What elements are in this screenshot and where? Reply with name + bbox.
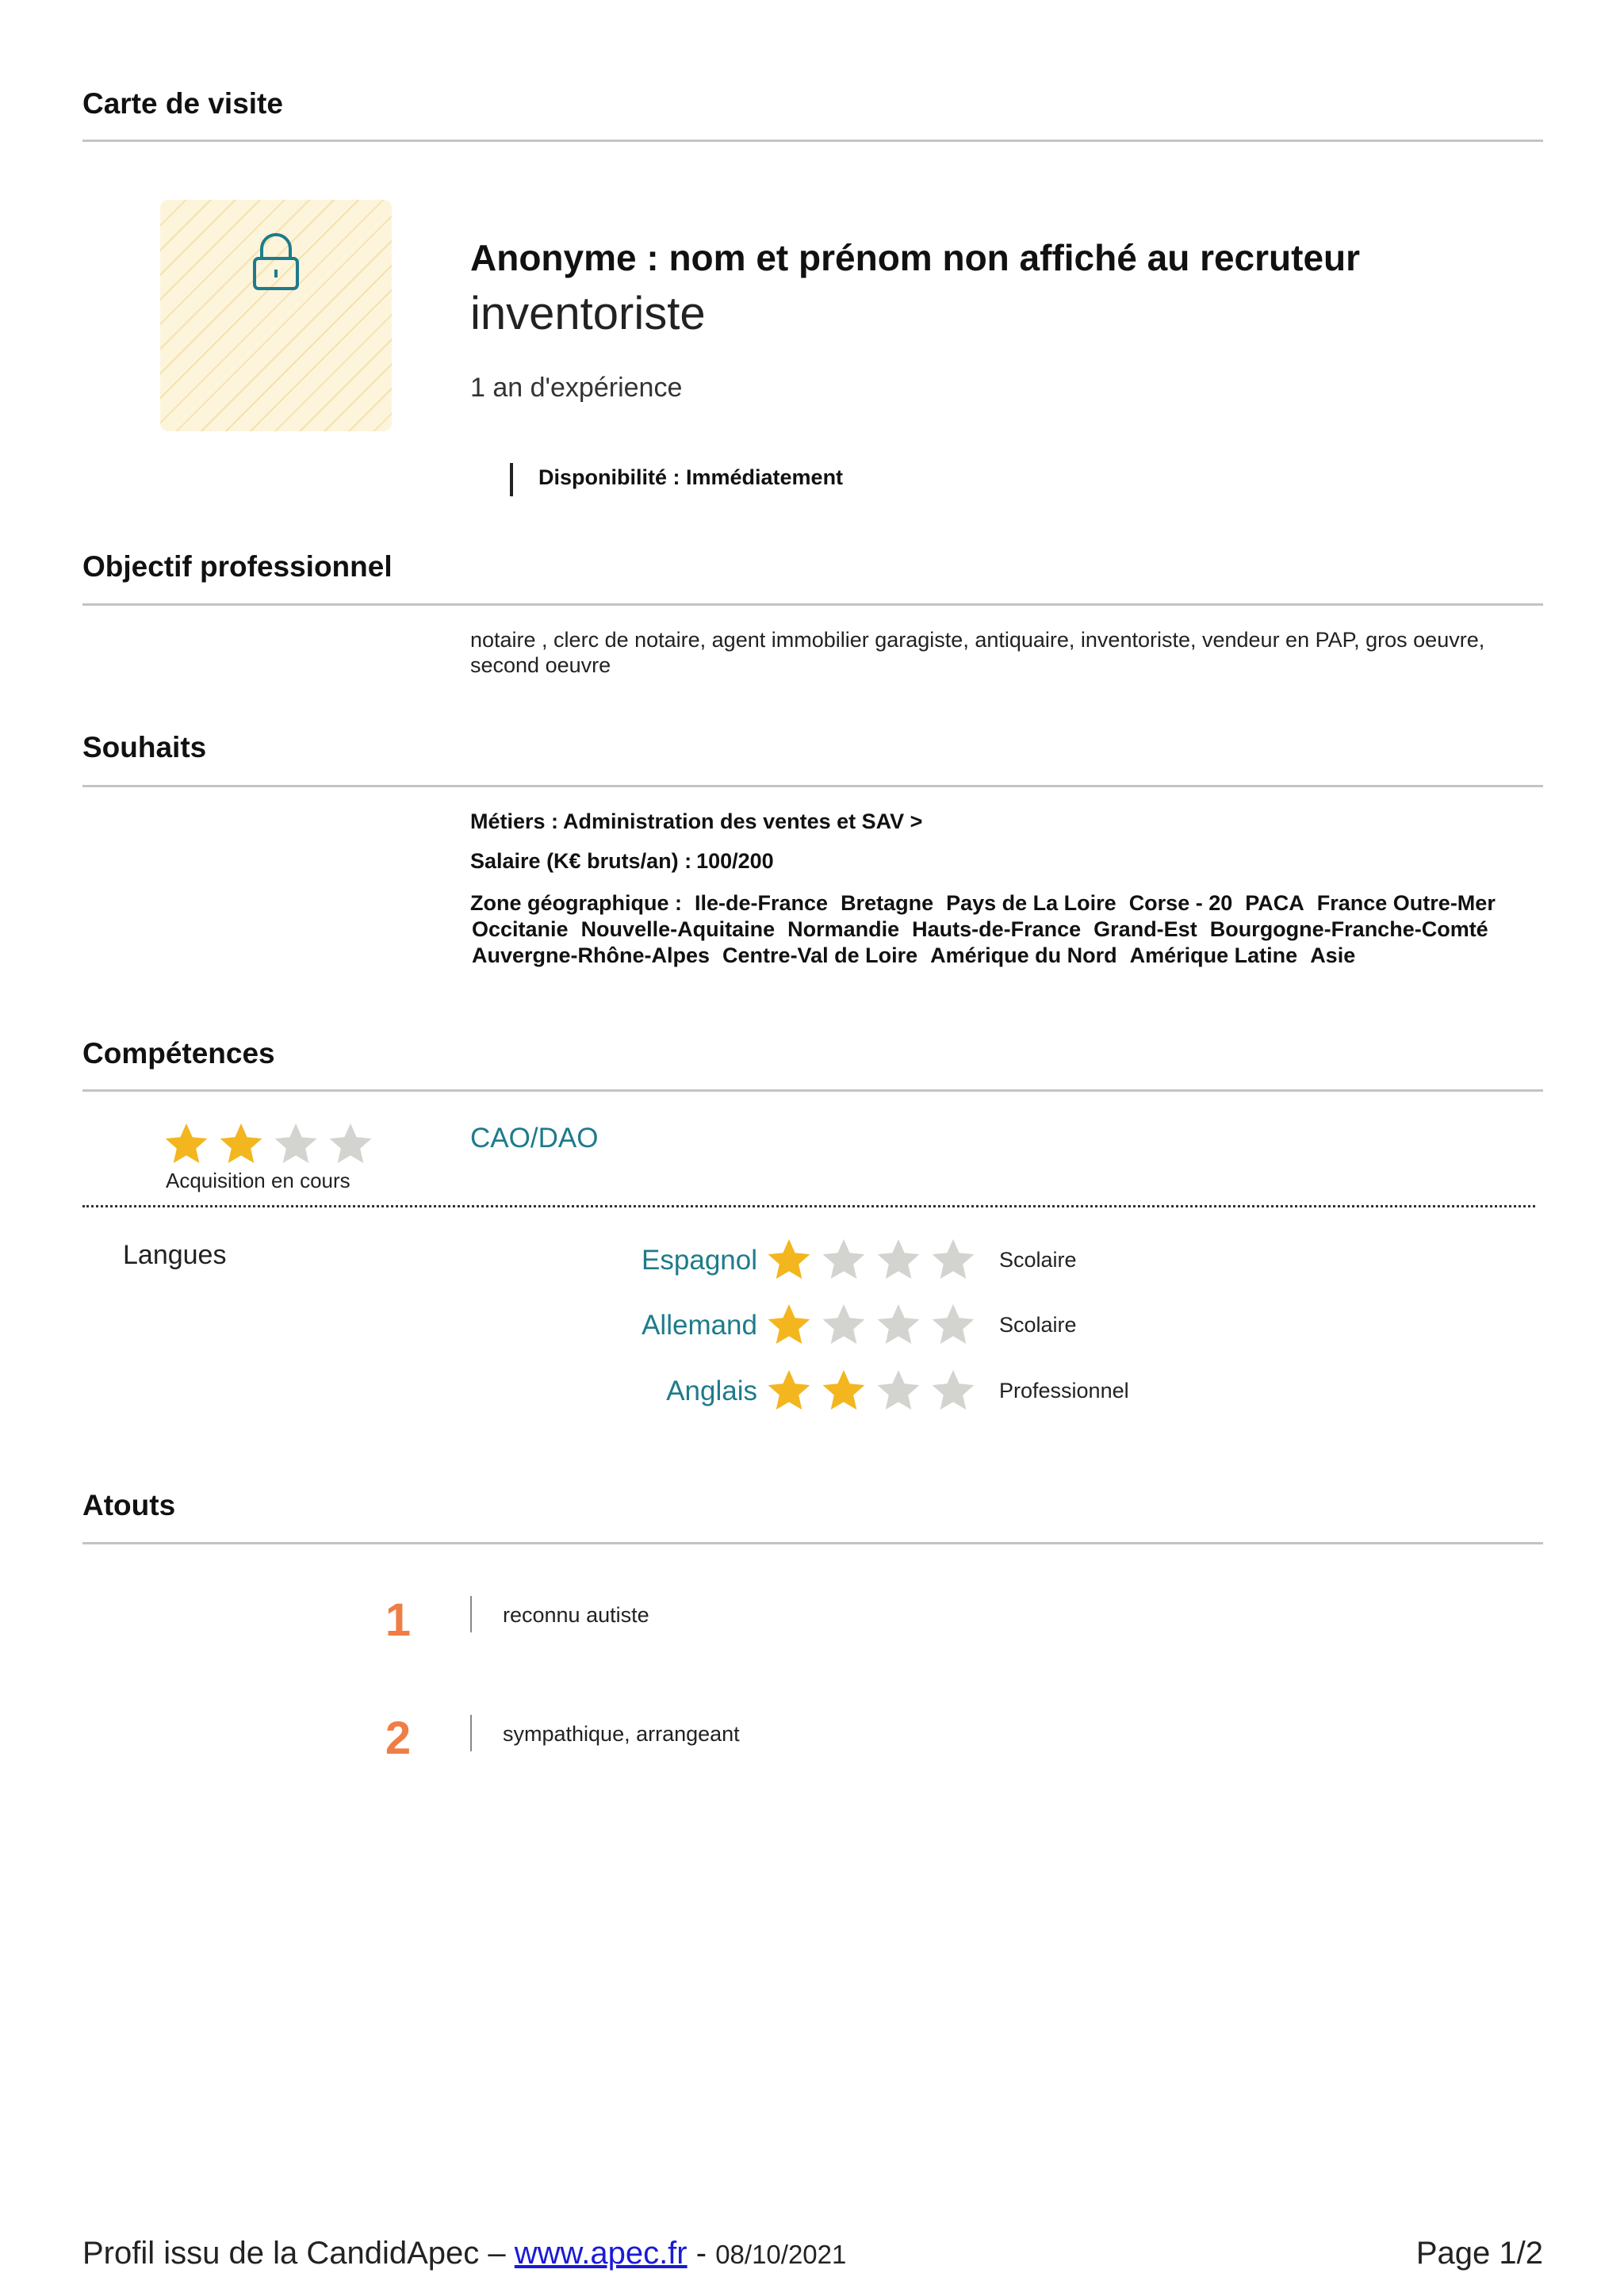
skill-name: CAO/DAO bbox=[470, 1123, 599, 1154]
star-filled-icon bbox=[765, 1368, 813, 1415]
zone-item: Pays de La Loire bbox=[946, 891, 1116, 915]
star-empty-icon bbox=[875, 1302, 922, 1349]
zone-item: Bretagne bbox=[841, 891, 934, 915]
zone-field bbox=[470, 890, 1541, 969]
salaire-label: Salaire (K€ bruts/an) : bbox=[470, 849, 692, 873]
star-filled-icon bbox=[765, 1302, 813, 1349]
star-empty-icon bbox=[929, 1302, 977, 1349]
salaire-value: 100/200 bbox=[696, 849, 774, 873]
star-empty-icon bbox=[929, 1368, 977, 1415]
section-title-atouts: Atouts bbox=[82, 1489, 176, 1521]
metiers-field bbox=[470, 809, 922, 834]
star-filled-icon bbox=[820, 1368, 868, 1415]
language-level: Professionnel bbox=[999, 1379, 1129, 1402]
zone-line-3 bbox=[470, 943, 1541, 969]
anonymous-label: Anonyme : nom et prénom non affiché au recruteur bbox=[470, 237, 1361, 278]
zone-item: France Outre-Mer bbox=[1316, 891, 1496, 915]
job-title: inventoriste bbox=[470, 288, 706, 339]
language-name: Anglais bbox=[666, 1376, 757, 1406]
footer-suffix: - bbox=[695, 2236, 707, 2271]
star-filled-icon bbox=[217, 1121, 265, 1169]
atout-number: 2 bbox=[385, 1712, 412, 1764]
language-level: Scolaire bbox=[999, 1248, 1077, 1272]
availability: Disponibilité : Immédiatement bbox=[538, 465, 844, 489]
page-number: Page 1/2 bbox=[1415, 2236, 1543, 2271]
divider bbox=[82, 785, 1543, 787]
section-title-competences: Compétences bbox=[82, 1037, 275, 1070]
zone-item: Auvergne-Rhône-Alpes bbox=[472, 943, 710, 967]
zone-item: Amérique Latine bbox=[1129, 943, 1298, 967]
star-empty-icon bbox=[820, 1237, 868, 1284]
availability-bar bbox=[510, 463, 513, 496]
divider bbox=[82, 1089, 1543, 1092]
section-title-souhaits: Souhaits bbox=[82, 731, 207, 763]
skill-level: Acquisition en cours bbox=[166, 1169, 350, 1192]
atout-bar bbox=[470, 1715, 472, 1751]
star-filled-icon bbox=[163, 1121, 210, 1169]
atout-number: 1 bbox=[385, 1594, 412, 1646]
star-empty-icon bbox=[875, 1368, 922, 1415]
section-title-objectif: Objectif professionnel bbox=[82, 550, 393, 583]
zone-item: Nouvelle-Aquitaine bbox=[580, 917, 776, 941]
footer-prefix: Profil issu de la CandidApec – bbox=[82, 2236, 506, 2271]
zone-item: Hauts-de-France bbox=[912, 917, 1082, 941]
zone-item: Normandie bbox=[787, 917, 900, 941]
divider bbox=[82, 140, 1543, 142]
avatar bbox=[160, 200, 392, 431]
zone-item: Asie bbox=[1310, 943, 1356, 967]
lock-icon bbox=[251, 233, 301, 292]
star-filled-icon bbox=[765, 1237, 813, 1284]
star-empty-icon bbox=[929, 1237, 977, 1284]
atout-text: sympathique, arrangeant bbox=[503, 1722, 740, 1746]
footer-source bbox=[82, 2236, 846, 2271]
zone-line-1 bbox=[470, 890, 1541, 916]
divider bbox=[82, 1542, 1543, 1544]
footer-date: 08/10/2021 bbox=[715, 2240, 847, 2269]
language-name: Espagnol bbox=[642, 1245, 757, 1276]
zone-item: Bourgogne-Franche-Comté bbox=[1209, 917, 1488, 941]
zone-item: Amérique du Nord bbox=[930, 943, 1117, 967]
star-empty-icon bbox=[327, 1121, 374, 1169]
salaire-field bbox=[470, 849, 774, 874]
metiers-value: Administration des ventes et SAV > bbox=[563, 809, 923, 833]
metiers-label: Métiers : bbox=[470, 809, 559, 833]
zone-item: PACA bbox=[1245, 891, 1304, 915]
zone-item: Occitanie bbox=[472, 917, 569, 941]
zone-item: Ile-de-France bbox=[695, 891, 829, 915]
star-empty-icon bbox=[875, 1237, 922, 1284]
section-title-carte: Carte de visite bbox=[82, 87, 283, 120]
langues-label: Langues bbox=[123, 1240, 227, 1270]
language-level: Scolaire bbox=[999, 1313, 1077, 1337]
star-empty-icon bbox=[272, 1121, 320, 1169]
language-name: Allemand bbox=[642, 1310, 757, 1341]
zone-label: Zone géographique : bbox=[470, 891, 682, 915]
zone-item: Grand-Est bbox=[1094, 917, 1197, 941]
star-empty-icon bbox=[820, 1302, 868, 1349]
dotted-divider bbox=[82, 1205, 1535, 1207]
zone-item: Centre-Val de Loire bbox=[722, 943, 918, 967]
zone-line-2 bbox=[470, 916, 1541, 943]
zone-item: Corse - 20 bbox=[1128, 891, 1233, 915]
divider bbox=[82, 603, 1543, 606]
experience: 1 an d'expérience bbox=[470, 373, 683, 403]
apec-link[interactable]: www.apec.fr bbox=[514, 2236, 688, 2271]
atout-bar bbox=[470, 1596, 472, 1632]
atout-text: reconnu autiste bbox=[503, 1603, 649, 1627]
objectif-text: notaire , clerc de notaire, agent immobilier garagiste, antiquaire, inventoriste, vendeur en PAP, gros oeuvre, second oeuvre bbox=[470, 628, 1485, 677]
